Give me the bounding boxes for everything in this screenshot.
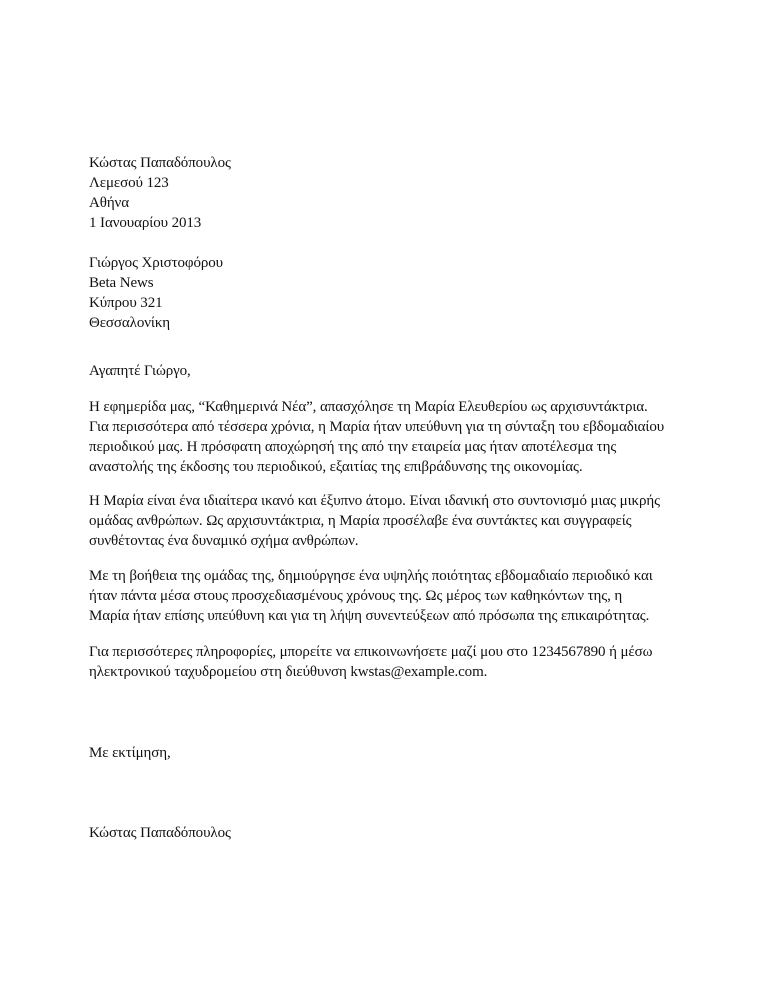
signature	[89, 823, 729, 843]
recipient-street: Κύπρου 321	[89, 295, 163, 311]
paragraph-line: Για περισσότερες πληροφορίες, μπορείτε να επικοινωνήσετε μαζί μου στο 1234567890 ή μέσω	[89, 644, 653, 660]
greeting	[89, 361, 729, 381]
sender-street: Λεμεσού 123	[89, 175, 169, 191]
sender-address-block	[89, 153, 729, 233]
recipient-address-block	[89, 253, 729, 333]
paragraph-line: ήταν πάντα μέσα στους προσχεδιασμένους χρόνους της. Ως μέρος των καθηκόντων της, η	[89, 588, 623, 604]
recipient-city: Θεσσαλονίκη	[89, 315, 171, 331]
body-paragraph-2	[89, 491, 729, 551]
paragraph-line: ομάδας ανθρώπων. Ως αρχισυντάκτρια, η Μαρία προσέλαβε ένα συντάκτες και συγγραφείς	[89, 513, 632, 529]
paragraph-line: ηλεκτρονικού ταχυδρομείου στη διεύθυνση kwstas@example.com.	[89, 664, 488, 680]
letter-date: 1 Ιανουαρίου 2013	[89, 215, 202, 231]
body-paragraph-1	[89, 397, 729, 477]
paragraph-line: περιοδικού μας. Η πρόσφατη αποχώρησή της από την εταιρεία μας ήταν αποτέλεσμα της	[89, 439, 617, 455]
paragraph-line: Με τη βοήθεια της ομάδας της, δημιούργησε ένα υψηλής ποιότητας εβδομαδιαίο περιοδικό και	[89, 568, 653, 584]
body-paragraph-4	[89, 642, 729, 682]
paragraph-line: Για περισσότερα από τέσσερα χρόνια, η Μαρία ήταν υπεύθυνη για τη σύνταξη του εβδομαδιαίου	[89, 419, 665, 435]
body-paragraph-3	[89, 566, 729, 626]
sender-city: Αθήνα	[89, 195, 130, 211]
paragraph-line: αναστολής της έκδοσης του περιοδικού, εξαιτίας της επιβράδυνσης της οικονομίας.	[89, 459, 583, 475]
greeting-text: Αγαπητέ Γιώργο,	[89, 363, 191, 379]
paragraph-line: Η Μαρία είναι ένα ιδιαίτερα ικανό και έξυπνο άτομο. Είναι ιδανική στο συντονισμό μιας μικρής	[89, 493, 660, 509]
closing	[89, 743, 729, 763]
recipient-name: Γιώργος Χριστοφόρου	[89, 255, 223, 271]
signature-name: Κώστας Παπαδόπουλος	[89, 825, 231, 841]
recipient-company: Beta News	[89, 275, 154, 291]
sender-name: Κώστας Παπαδόπουλος	[89, 155, 231, 171]
paragraph-line: Μαρία ήταν επίσης υπεύθυνη και για τη λήψη συνεντεύξεων από πρόσωπα της επικαιρότητας.	[89, 608, 650, 624]
closing-text: Με εκτίμηση,	[89, 745, 171, 761]
paragraph-line: συνθέτοντας ένα δυναμικό σχήμα ανθρώπων.	[89, 533, 359, 549]
paragraph-line: Η εφημερίδα μας, “Καθημερινά Νέα”, απασχόλησε τη Μαρία Ελευθερίου ως αρχισυντάκτρια.	[89, 399, 648, 415]
